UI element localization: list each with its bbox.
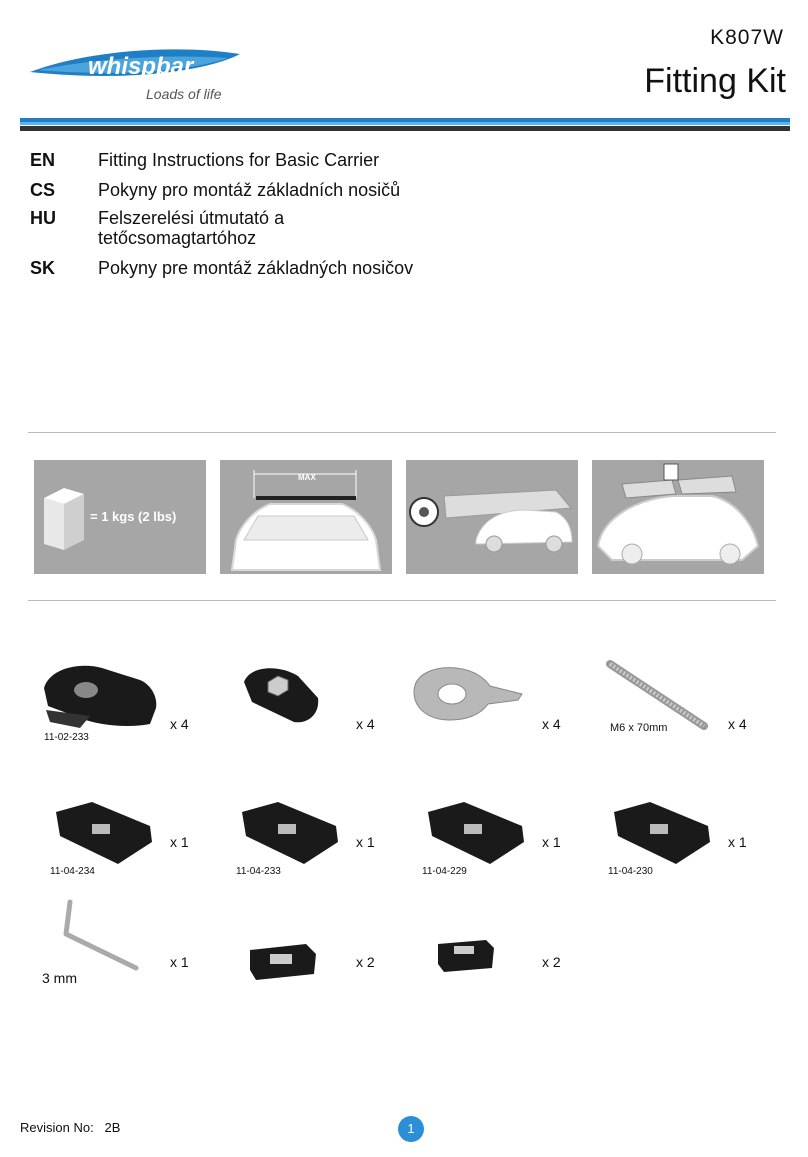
document-title: Fitting Kit [644, 62, 786, 100]
lang-text: Pokyny pre montáž základných nosičov [98, 258, 414, 278]
header-rule [20, 118, 790, 132]
part-qty: x 1 [728, 834, 747, 850]
lang-code: CS [30, 180, 56, 200]
clamp-nut-part-icon [238, 662, 322, 728]
fitting-kit-pad-230-icon [610, 796, 714, 866]
lang-row-hu [30, 208, 358, 248]
lang-row-sk [30, 258, 438, 279]
lang-code: HU [30, 208, 56, 228]
lang-code: SK [30, 258, 56, 278]
lang-row-en [30, 150, 438, 171]
part-qty: x 2 [356, 954, 375, 970]
lang-row-cs [30, 180, 438, 201]
tie-down-panel [406, 460, 578, 574]
weight-panel [34, 460, 206, 574]
part-qty: x 4 [170, 716, 189, 732]
weight-label: = 1 kgs (2 lbs) [90, 509, 177, 524]
part-qty: x 1 [170, 834, 189, 850]
tape-and-car-icon [406, 460, 578, 574]
part-qty: x 4 [356, 716, 375, 732]
part-qty: x 4 [728, 716, 747, 732]
lang-code: EN [30, 150, 56, 170]
brand-tagline: Loads of life [146, 86, 222, 102]
whispbar-logo [28, 40, 258, 110]
max-width-panel [220, 460, 392, 574]
part-code: 11-04-229 [422, 866, 467, 877]
lang-text: Pokyny pro montáž základních nosičů [98, 180, 401, 200]
roof-load-panel [592, 460, 764, 574]
part-code: M6 x 70mm [610, 722, 668, 734]
t-nut-part-icon [246, 940, 320, 982]
part-qty: x 4 [542, 716, 561, 732]
part-code: 11-04-233 [236, 866, 281, 877]
spacer-block-part-icon [434, 936, 498, 976]
part-qty: x 2 [542, 954, 561, 970]
revision-value: 2B [104, 1120, 121, 1135]
revision-info [20, 1120, 120, 1135]
part-qty: x 1 [170, 954, 189, 970]
part-qty: x 1 [356, 834, 375, 850]
hex-key-part-icon [56, 898, 146, 974]
revision-label: Revision No: [20, 1120, 94, 1135]
divider [28, 432, 776, 433]
car-roof-icon [592, 460, 764, 574]
part-code: 3 mm [42, 970, 77, 986]
page-number-badge: 1 [398, 1116, 424, 1142]
lang-text: Fitting Instructions for Basic Carrier [98, 150, 380, 170]
fitting-kit-pad-234-icon [52, 796, 156, 866]
max-label: MAX [298, 473, 316, 482]
part-code: 11-04-230 [608, 866, 653, 877]
fitting-kit-pad-233-icon [238, 796, 342, 866]
divider [28, 600, 776, 601]
part-code: 11-02-233 [44, 732, 89, 743]
part-qty: x 1 [542, 834, 561, 850]
foot-pad-part-icon [40, 658, 160, 734]
lang-text: Felszerelési útmutató a tetőcsomagtartóhoz [98, 208, 285, 248]
key-cap-part-icon [410, 664, 524, 722]
brand-wordmark: whispbar [88, 53, 194, 80]
part-code: 11-04-234 [50, 866, 95, 877]
fitting-kit-pad-229-icon [424, 796, 528, 866]
model-number: K807W [710, 26, 784, 49]
